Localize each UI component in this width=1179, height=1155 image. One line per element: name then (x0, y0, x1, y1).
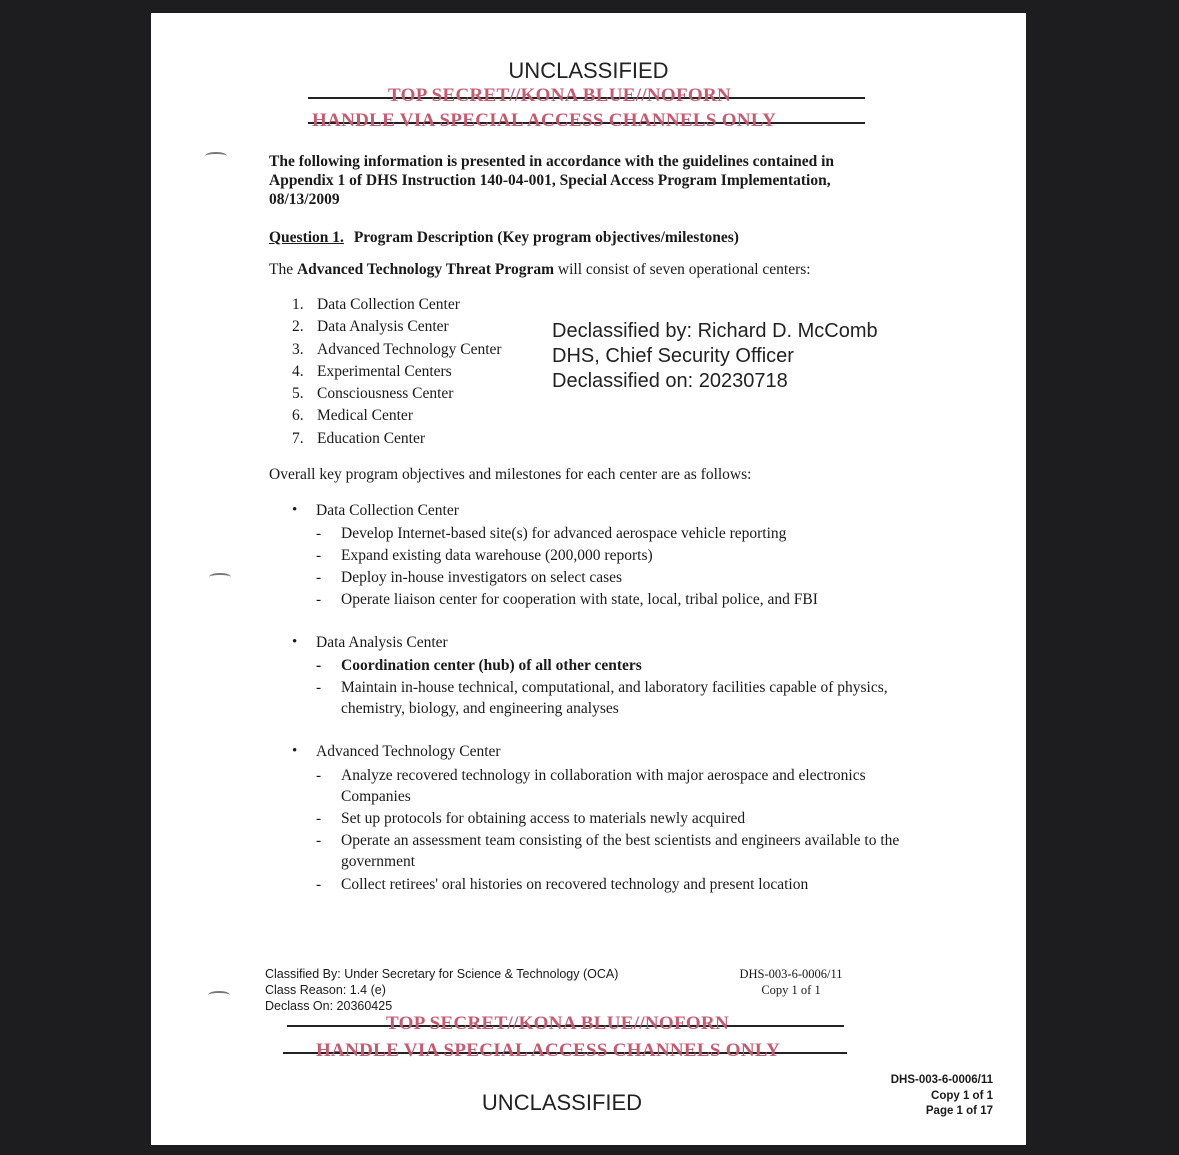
header-classification-struck: TOP SECRET//KONA BLUE//NOFORN (388, 85, 732, 106)
list-item (292, 428, 502, 450)
declassified-on: Declassified on: 20230718 (552, 370, 788, 392)
list-label: Data Analysis Center (317, 318, 449, 336)
list-item-text: Collect retirees' oral histories on recovered technology and present location (341, 876, 809, 893)
objectives-intro: Overall key program objectives and milestones for each center are as follows: (269, 466, 752, 483)
list-number: 2. (292, 318, 304, 336)
meta-copy: Copy 1 of 1 (931, 1089, 993, 1102)
bullet-icon: • (292, 634, 298, 650)
classified-by: Classified By: Under Secretary for Science & Technology (OCA) (265, 967, 619, 981)
list-item-text: Develop Internet-based site(s) for advanced aerospace vehicle reporting (341, 525, 787, 542)
header-handling-struck: HANDLE VIA SPECIAL ACCESS CHANNELS ONLY (312, 110, 777, 131)
list-item-text: Analyze recovered technology in collaboration with major aerospace and electronics Companies (341, 767, 866, 805)
bullet-icon: • (292, 502, 298, 518)
list-item-text: Operate liaison center for cooperation with state, local, tribal police, and FBI (341, 591, 818, 608)
list-item-text: Maintain in-house technical, computational, and laboratory facilities capable of physics, chemistry, biology, and engineering analyses (341, 679, 888, 717)
bullet-icon: • (292, 743, 298, 759)
binder-hole-mark (209, 573, 231, 581)
doc-id: DHS-003-6-0006/11 (739, 967, 843, 981)
list-label: Data Collection Center (317, 296, 460, 313)
program-suffix: will consist of seven operational centers: (554, 261, 811, 278)
meta-page-number: Page 1 of 17 (925, 1105, 993, 1117)
footer-unclassified-title: UNCLASSIFIED (481, 1090, 643, 1115)
question-label: Question 1. (269, 229, 344, 246)
list-item-text: Expand existing data warehouse (200,000 reports) (341, 547, 653, 564)
meta-doc-id: DHS-003-6-0006/11 (890, 1074, 993, 1086)
list-item (292, 405, 502, 427)
program-sentence (269, 261, 811, 279)
binder-hole-mark (208, 991, 230, 999)
class-reason: Class Reason: 1.4 (e) (265, 983, 386, 997)
declassified-office: DHS, Chief Security Officer (552, 345, 794, 367)
doc-id-block (731, 966, 851, 998)
program-name: Advanced Technology Threat Program (296, 261, 555, 278)
list-label: Experimental Centers (317, 362, 452, 380)
list-item-text: Coordination center (hub) of all other centers (341, 657, 642, 674)
list-number: 6. (292, 407, 304, 425)
program-prefix: The (269, 261, 297, 278)
question-heading (269, 229, 739, 247)
question-text: Program Description (Key program objectives/milestones) (353, 229, 739, 246)
list-item (292, 361, 502, 383)
section-heading: Advanced Technology Center (316, 743, 501, 760)
classification-block (265, 966, 618, 1014)
page-meta (851, 1073, 993, 1120)
footer-classification-struck: TOP SECRET//KONA BLUE//NOFORN (386, 1013, 730, 1034)
copy-count: Copy 1 of 1 (761, 983, 821, 997)
list-label: Medical Center (317, 407, 413, 425)
list-number: 5. (292, 385, 304, 403)
list-number: 1. (292, 296, 304, 313)
list-label: Education Center (317, 429, 426, 447)
list-item (292, 383, 502, 405)
declass-on: Declass On: 20360425 (265, 999, 393, 1013)
intro-paragraph: The following information is presented in accordance with the guidelines contained in Appendix 1 of DHS Instruction 140-04-001, Special Access Program Implementation, 08/13/2009 (269, 153, 835, 208)
list-number: 3. (292, 340, 304, 358)
list-label: Advanced Technology Center (317, 340, 502, 358)
header-unclassified-title: UNCLASSIFIED (508, 58, 669, 83)
document-page: UNCLASSIFIED TOP SECRET//KONA BLUE//NOFORN HANDLE VIA SPECIAL ACCESS CHANNELS ONLY The following information is presented in accordance with the guidelines contained in Appendix 1 of DHS Instruction 140-04-001, Special Access Program Implementation, 08/13/2009 Question 1. Program Description (Key program objectives/milestones) The Advanced Technology Threat Program will consist of seven operational centers: 1. Data Collection Center 2. Data Analysis Center 3. Advanced Technology Center 4. Experimental Centers 5. Consciousness Center 6. Medical Center 7. Education Center Declassified by: Richard D. McComb DHS, Chief Security Officer Declassified on: 20230718 Overall key program objectives and milestones for each center are as follows: • Data Collection Center - Develop Internet-based site(s) for advanced aerospace vehicle reporting - Expand existing data warehouse (200,000 reports) - Deploy in-house investigators on select cases - Operate liaison center for cooperation with state, local, tribal police, and FBI • Data Analysis Center - Coordination center (hub) of all other centers - Maintain in-house technical, computational, and laboratory facilities capable of physics, chemistry, biology, and engineering analyses • Advanced Technology Center - Analyze recovered technology in collaboration with major aerospace and electronics Companies - Set up protocols for obtaining access to materials newly acquired - Operate an assessment team consisting of the best scientists and engineers available to the government - Collect retirees' oral histories on recovered technology and present location Classified By: Under Secretary for Science & Technology (OCA) Class Reason: 1.4 (e) Declass On: 20360425 DHS-003-6-0006/11 Copy 1 of 1 TOP SECRET//KONA BLUE//NOFORN HANDLE VIA SPECIAL ACCESS CHANNELS ONLY UNCLASSIFIED DHS-003-6-0006/11 Copy 1 of 1 Page 1 of 17 (151, 13, 1026, 1145)
binder-hole-mark (205, 152, 227, 160)
footer-handling-struck: HANDLE VIA SPECIAL ACCESS CHANNELS ONLY (316, 1040, 781, 1061)
list-item (292, 339, 502, 361)
list-item (292, 316, 502, 338)
list-number: 7. (292, 429, 304, 447)
list-number: 4. (292, 362, 304, 380)
list-item-text: Deploy in-house investigators on select cases (341, 569, 623, 586)
list-item-text: Set up protocols for obtaining access to materials newly acquired (341, 810, 746, 827)
section-heading: Data Analysis Center (316, 634, 448, 651)
list-label: Consciousness Center (317, 385, 454, 403)
declassification-stamp (552, 319, 878, 394)
list-item-text: Operate an assessment team consisting of the best scientists and engineers available to the government (341, 832, 900, 870)
list-item (292, 294, 502, 316)
section-heading: Data Collection Center (316, 502, 459, 519)
declassified-by: Declassified by: Richard D. McComb (552, 320, 878, 342)
centers-list (292, 294, 502, 450)
